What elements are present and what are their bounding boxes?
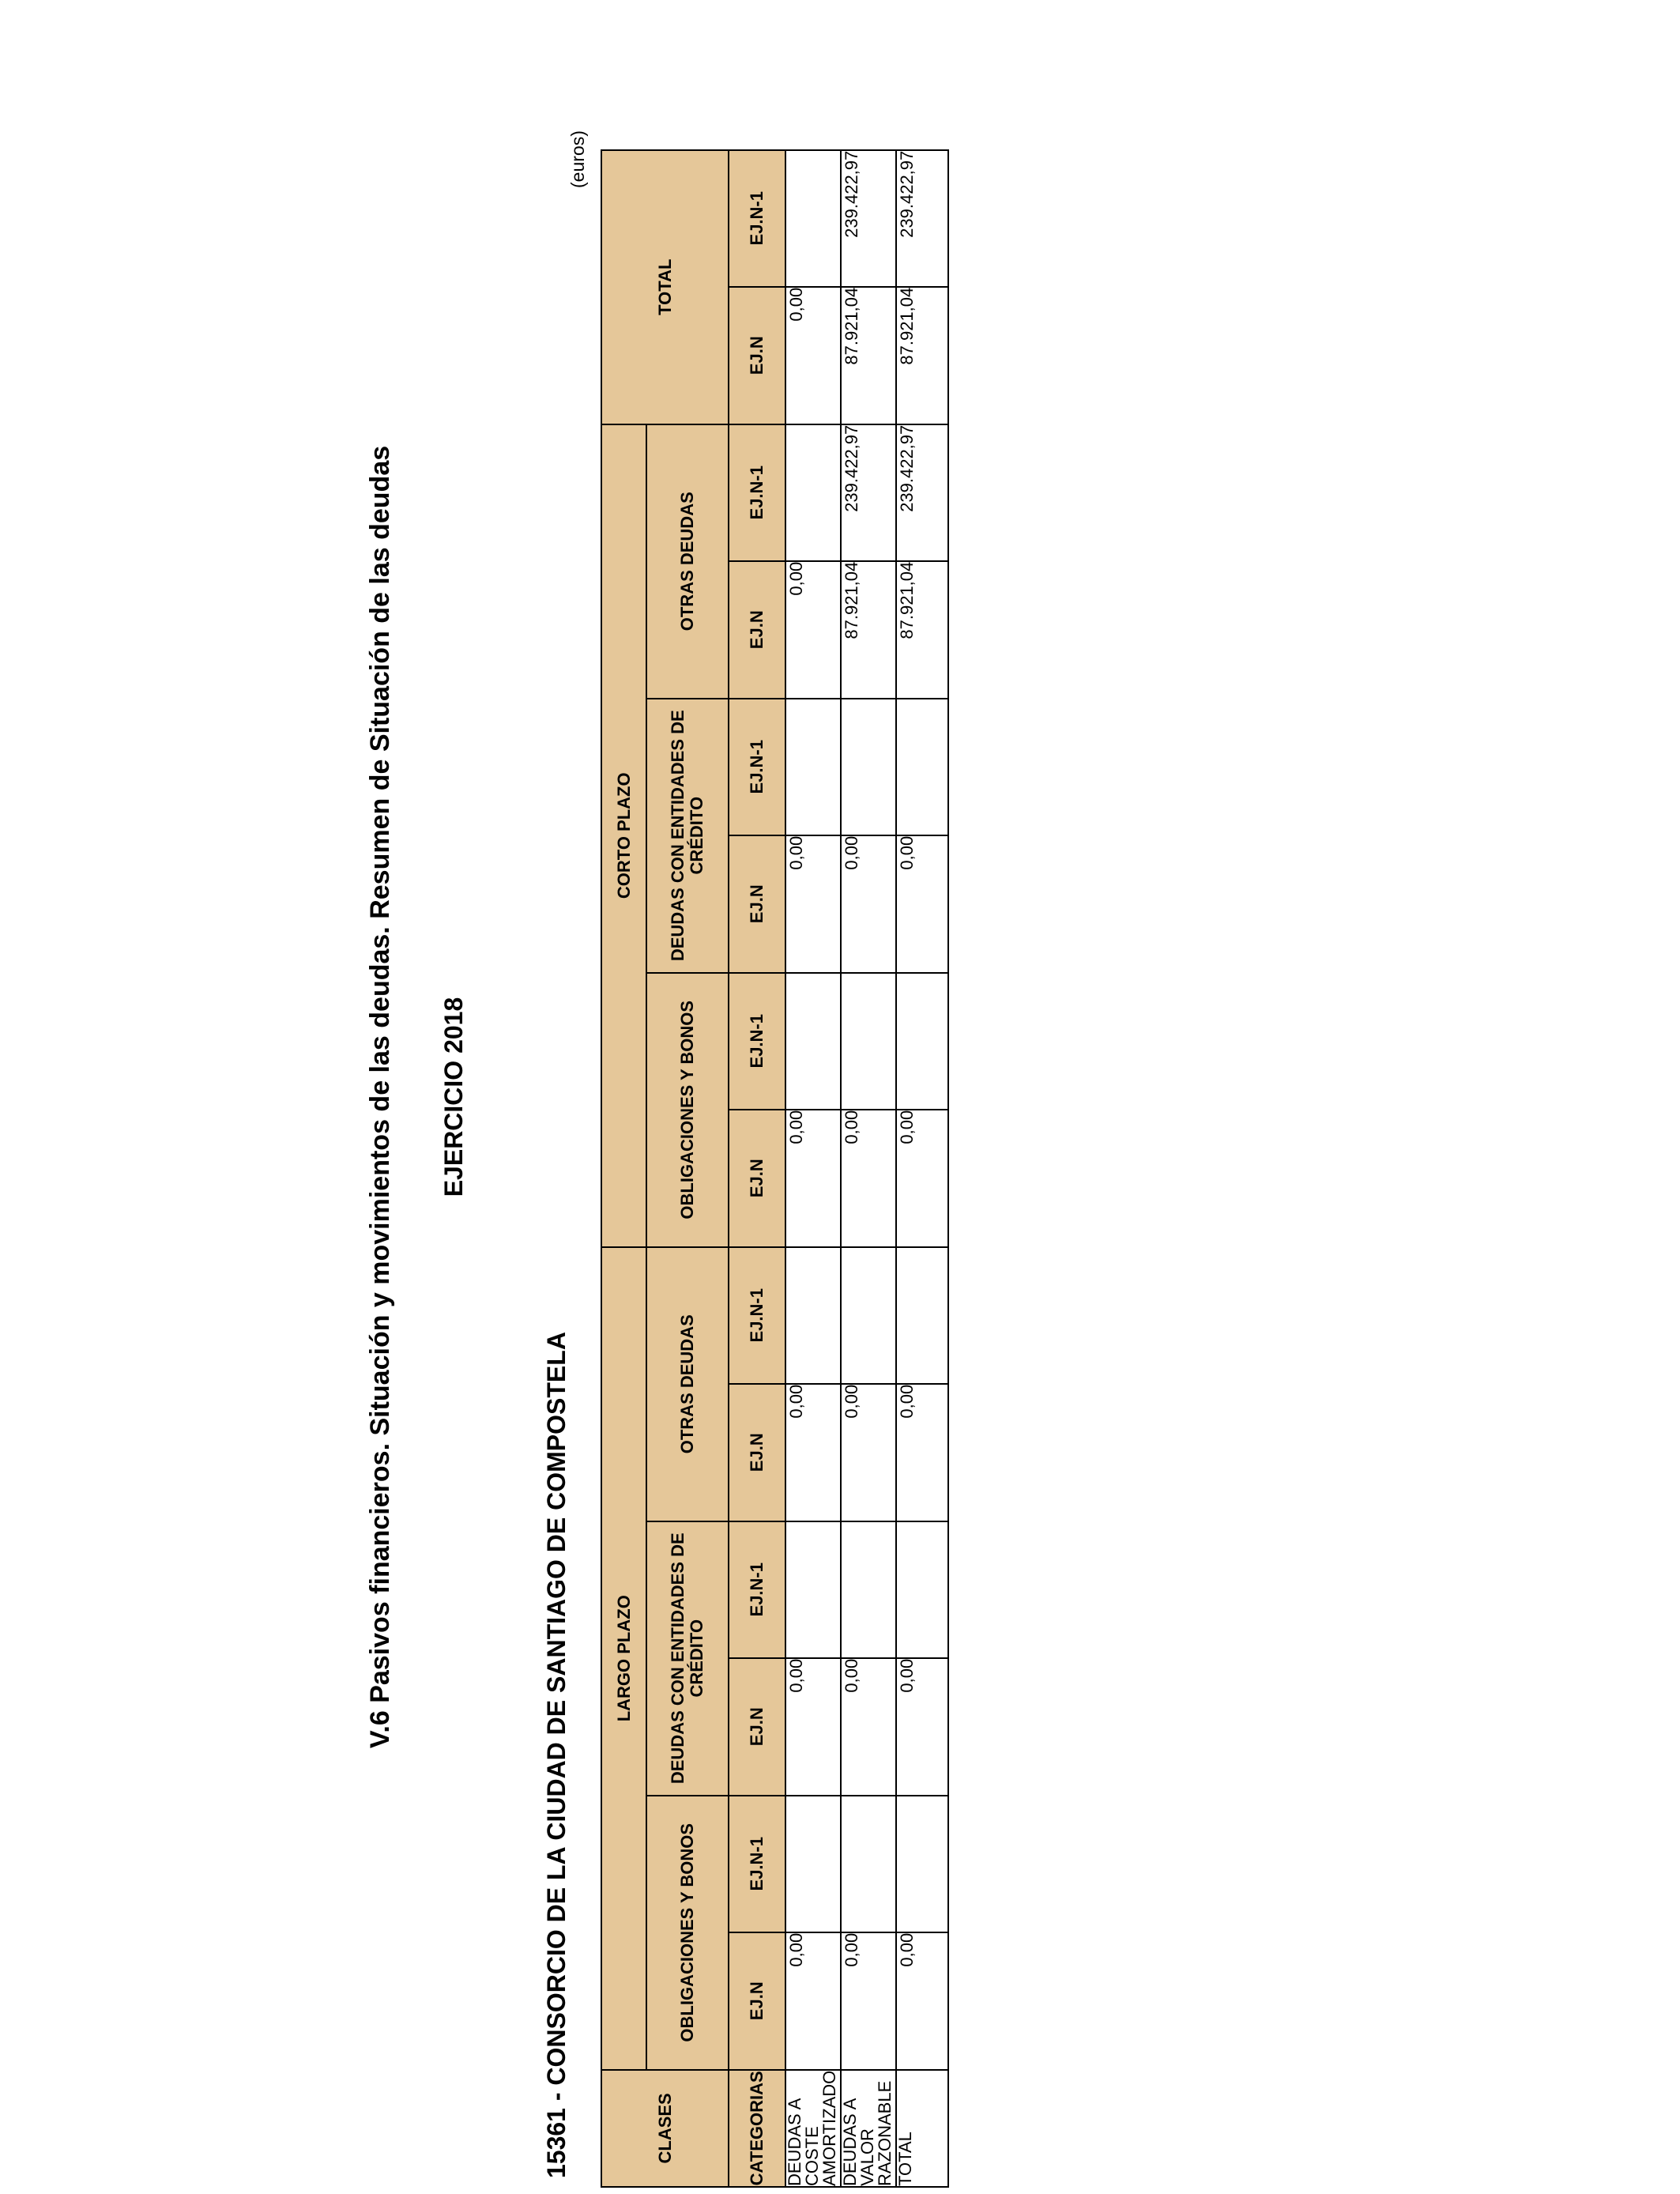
table-cell (841, 1796, 896, 1932)
table-cell (841, 973, 896, 1110)
table-cell: 0,00 (785, 1110, 841, 1247)
header-period-n1: EJ.N-1 (729, 424, 785, 561)
table-cell: 87.921,04 (841, 287, 896, 424)
table-cell: 0,00 (896, 835, 948, 973)
table-cell (785, 699, 841, 835)
header-period-n1: EJ.N-1 (729, 699, 785, 835)
table-cell (841, 1521, 896, 1658)
table-cell: 0,00 (785, 1384, 841, 1521)
header-cp-entidades: DEUDAS CON ENTIDADES DE CRÉDITO (646, 699, 729, 973)
header-lp-obligaciones: OBLIGACIONES Y BONOS (646, 1796, 729, 2070)
header-period-n: EJ.N (729, 287, 785, 424)
table-row (896, 150, 948, 2187)
table-cell: 0,00 (841, 1110, 896, 1247)
table-cell: 0,00 (896, 1658, 948, 1796)
header-largo-plazo: LARGO PLAZO (601, 1247, 646, 2070)
table-cell (785, 150, 841, 287)
table-cell: 0,00 (785, 1658, 841, 1796)
table-cell: 0,00 (841, 835, 896, 973)
table-cell (896, 699, 948, 835)
table-cell: 0,00 (841, 1932, 896, 2070)
table-row (785, 150, 841, 2187)
table-cell (896, 973, 948, 1110)
entity-name: 15361 - CONSORCIO DE LA CIUDAD DE SANTIAGO DE COMPOSTELA (542, 1332, 571, 2178)
table-cell: 0,00 (896, 1932, 948, 2070)
header-clases: CLASES (601, 2070, 729, 2187)
table-cell: 0,00 (785, 561, 841, 699)
table-cell: 0,00 (841, 1658, 896, 1796)
table-cell: 239.422,97 (841, 424, 896, 561)
units-label: (euros) (567, 130, 588, 188)
header-period-n1: EJ.N-1 (729, 1521, 785, 1658)
header-corto-plazo: CORTO PLAZO (601, 424, 646, 1247)
table-cell (841, 699, 896, 835)
header-categorias: CATEGORIAS (729, 2070, 785, 2187)
table-cell (896, 1796, 948, 1932)
row-category: TOTAL (896, 2070, 948, 2187)
table-cell: 87.921,04 (896, 287, 948, 424)
table-cell: 0,00 (896, 1110, 948, 1247)
table-cell: 0,00 (785, 1932, 841, 2070)
report-title: V.6 Pasivos financieros. Situación y movimientos de las deudas. Resumen de Situación de las deudas (365, 445, 395, 1749)
header-period-n1: EJ.N-1 (729, 973, 785, 1110)
table-cell (841, 1247, 896, 1384)
header-period-n: EJ.N (729, 835, 785, 973)
header-period-n: EJ.N (729, 1110, 785, 1247)
header-cp-otras: OTRAS DEUDAS (646, 424, 729, 699)
table-row (841, 150, 896, 2187)
header-period-n: EJ.N (729, 1658, 785, 1796)
table-cell (785, 1521, 841, 1658)
header-period-n1: EJ.N-1 (729, 150, 785, 287)
table-cell (896, 1247, 948, 1384)
table-cell: 239.422,97 (841, 150, 896, 287)
header-lp-entidades: DEUDAS CON ENTIDADES DE CRÉDITO (646, 1521, 729, 1796)
debt-summary-table (601, 149, 949, 2188)
row-category: DEUDAS A VALOR RAZONABLE (841, 2070, 896, 2187)
table-cell: 239.422,97 (896, 150, 948, 287)
table-cell (896, 1521, 948, 1658)
table-cell (785, 1247, 841, 1384)
header-period-n1: EJ.N-1 (729, 1247, 785, 1384)
row-category: DEUDAS A COSTE AMORTIZADO (785, 2070, 839, 2186)
table-cell (785, 424, 841, 561)
report-subtitle: EJERCICIO 2018 (439, 997, 468, 1197)
header-period-n: EJ.N (729, 1384, 785, 1521)
table-cell: 87.921,04 (896, 561, 948, 699)
table-cell: 87.921,04 (841, 561, 896, 699)
table-cell: 0,00 (785, 287, 841, 424)
header-cp-obligaciones: OBLIGACIONES Y BONOS (646, 973, 729, 1247)
table-cell: 0,00 (841, 1384, 896, 1521)
table-cell (785, 973, 841, 1110)
header-period-n: EJ.N (729, 561, 785, 699)
table-cell (785, 1796, 841, 1932)
header-total: TOTAL (601, 150, 729, 424)
header-lp-otras: OTRAS DEUDAS (646, 1247, 729, 1521)
table-cell: 0,00 (785, 835, 841, 973)
header-period-n1: EJ.N-1 (729, 1796, 785, 1932)
table-cell: 239.422,97 (896, 424, 948, 561)
header-period-n: EJ.N (729, 1932, 785, 2070)
table-cell: 0,00 (896, 1384, 948, 1521)
